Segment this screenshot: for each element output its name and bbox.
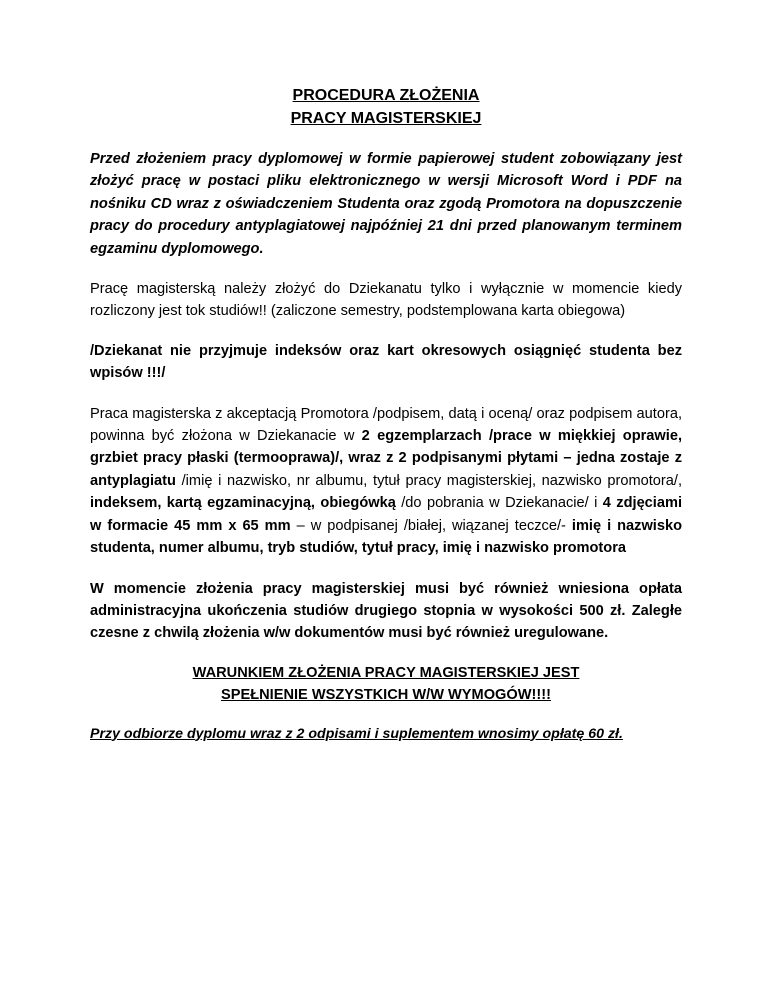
requirements-photos: 4 zdjęciami w formacie 45 mm x 65 mm (90, 495, 683, 534)
title-line-2: PRACY MAGISTERSKIEJ (290, 110, 482, 127)
warning-line-2: SPEŁNIENIE WSZYSTKICH W/W WYMOGÓW!!!! (221, 687, 551, 704)
requirements-text-1: Praca magisterska z akceptacją Promotora /podpisem, datą i oceną/ oraz podpisem autora, powinna być złożona w Dziekanacie w (90, 405, 682, 445)
diploma-fee-note: Przy odbiorze dyplomu wraz z 2 odpisami i suplementem wnosimy opłatę 60 zł. (90, 725, 623, 742)
title-line-1: PROCEDURA ZŁOŻENIA (292, 87, 480, 104)
requirements-text-4: – w podpisanej /białej, wiązanej teczce/- (290, 517, 572, 534)
warning-heading (90, 662, 682, 707)
document-page (90, 84, 682, 759)
requirements-text-3: /do pobrania w Dziekanacie/ i (395, 495, 603, 512)
warning-line-1: WARUNKIEM ZŁOŻENIA PRACY MAGISTERSKIEJ JEST (192, 664, 580, 681)
requirements-documents: indeksem, kartą egzaminacyjną, obiegówką (90, 495, 396, 512)
dean-office-notice: /Dziekanat nie przyjmuje indeksów oraz kart okresowych osiągnięć studenta bez wpisów !!!/ (90, 342, 682, 382)
requirements-folder-label: imię i nazwisko studenta, numer albumu, tryb studiów, tytuł pracy, imię i nazwisko promotora (90, 517, 683, 557)
requirements-copies: 2 egzemplarzach /prace w miękkiej oprawie, grzbiet pracy płaski (termooprawa)/, wraz z 2 podpisanymi płytami – jedna zostaje z antyplagiatu (90, 428, 682, 489)
page-title (90, 84, 682, 130)
antiplagiarism-paragraph: Przed złożeniem pracy dyplomowej w formie papierowej student zobowiązany jest złożyć pracę w postaci pliku elektronicznego w wersji Microsoft Word i PDF na nośniku CD wraz z oświadczeniem Studenta oraz zgodą Promotora na dopuszczenie pracy do procedury antyplagiatowej najpóźniej 21 dni przed planowanym terminem egzaminu dyplomowego. (90, 151, 682, 257)
submission-condition-paragraph: Pracę magisterską należy złożyć do Dziekanatu tylko i wyłącznie w momencie kiedy rozliczony jest tok studiów!! (zaliczone semestry, podstemplowana karta obiegowa) (90, 281, 682, 320)
fee-paragraph: W momencie złożenia pracy magisterskiej musi być również wniesiona opłata administracyjna ukończenia studiów drugiego stopnia w wysokości 500 zł. Zaległe czesne z chwilą złożenia w/w dokumentów musi być również uregulowane. (90, 580, 682, 642)
requirements-text-2: /imię i nazwisko, nr albumu, tytuł pracy magisterskiej, nazwisko promotora/, (175, 472, 682, 489)
requirements-paragraph (90, 403, 682, 560)
